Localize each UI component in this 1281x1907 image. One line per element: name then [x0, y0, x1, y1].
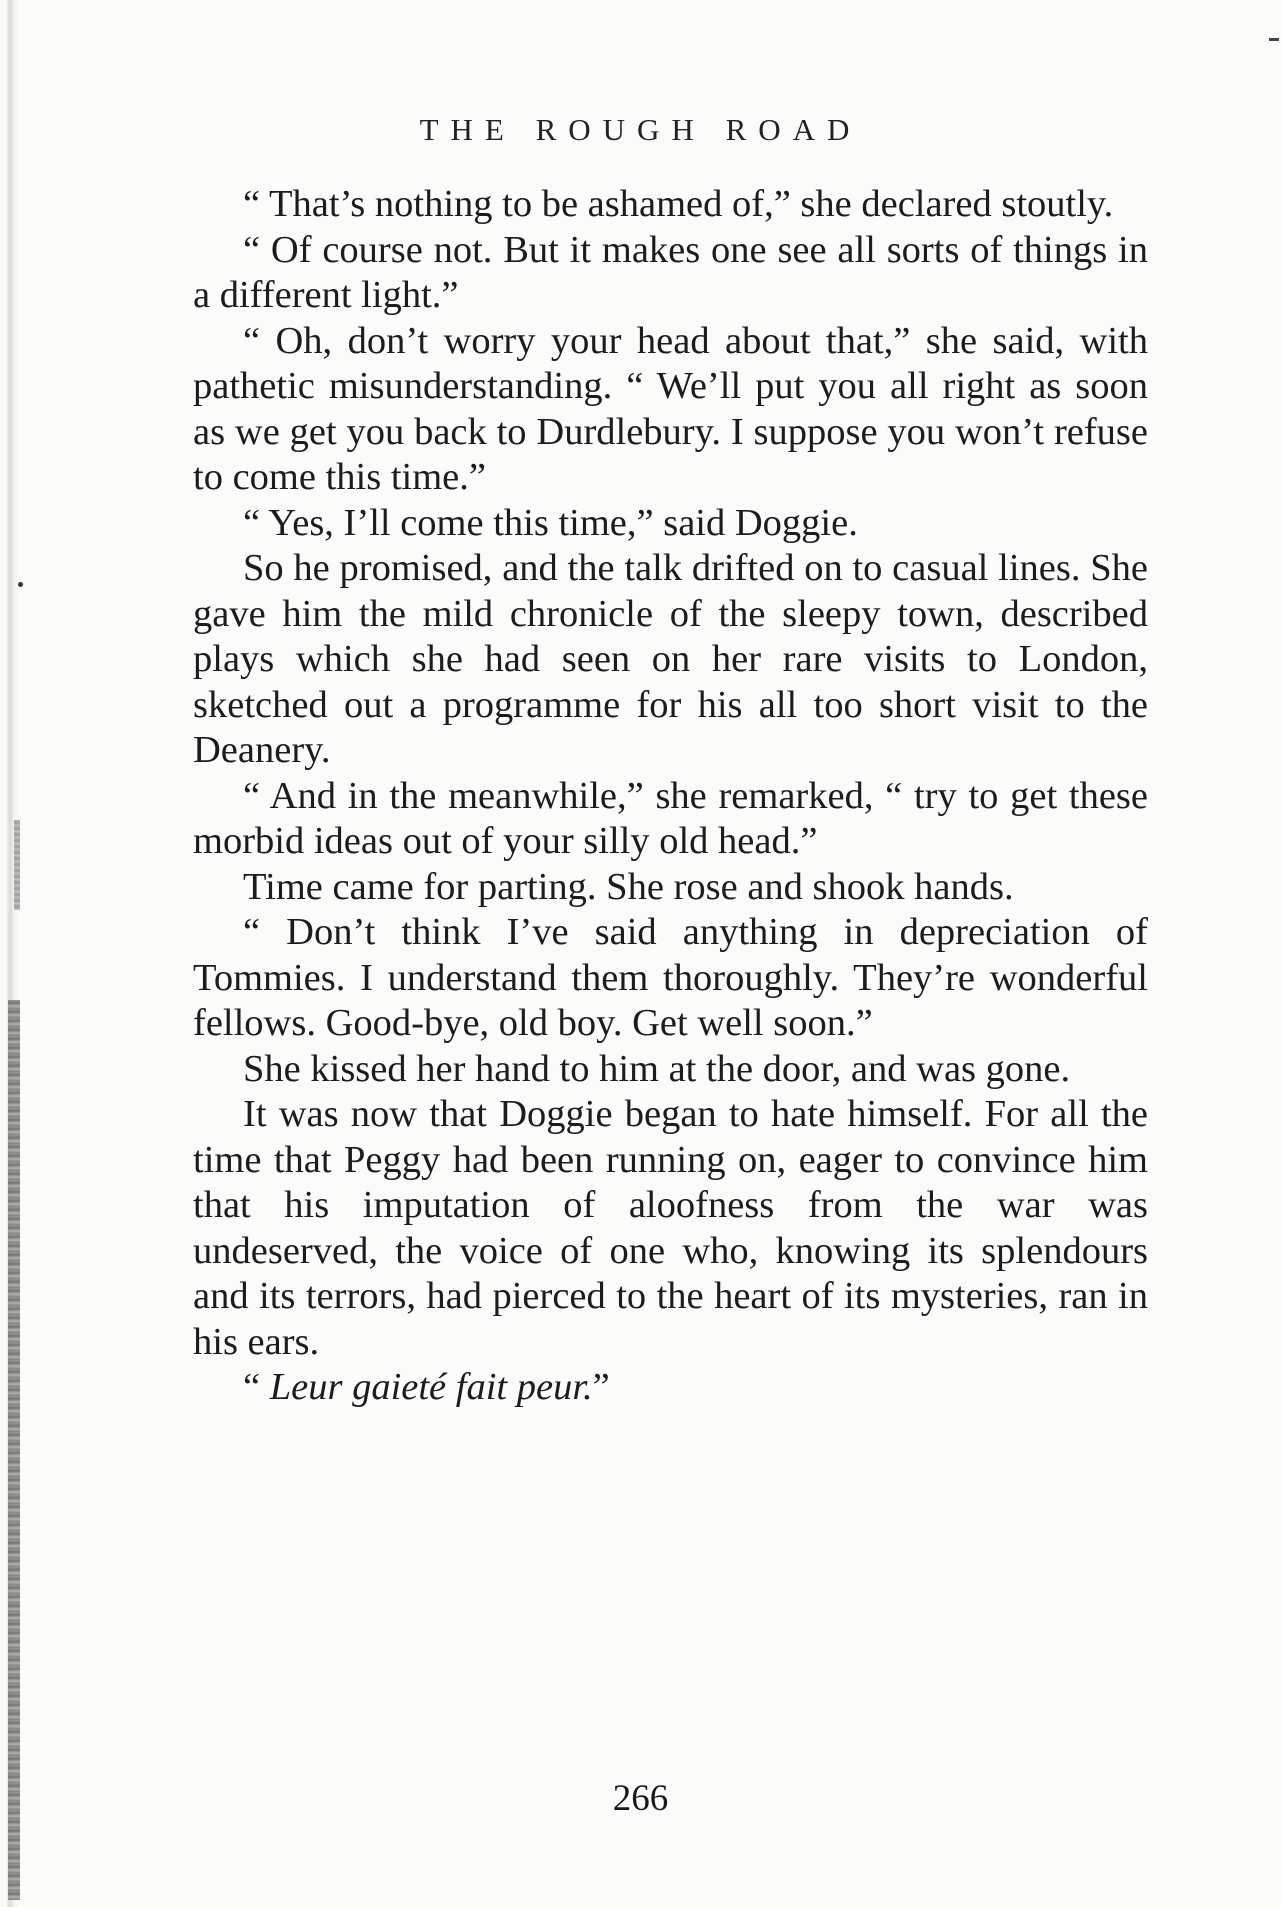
page-number: 266	[612, 1778, 669, 1819]
paragraph: “ And in the meanwhile,” she remarked, “ try to get these morbid ideas out of your silly old head.”	[193, 774, 1148, 862]
paragraph: “ Of course not. But it makes one see all sorts of things in a different light.”	[193, 228, 1148, 316]
quote-open: “	[243, 1366, 270, 1408]
paragraph: Time came for parting. She rose and shook hands.	[243, 865, 1014, 908]
quote-close: ”	[592, 1366, 610, 1408]
paragraph: It was now that Doggie began to hate himself. For all the time that Peggy had been running on, eager to convince him that his imputation of aloofness from the war was undeserved, the voice of one who, knowing its splendours and its terrors, had pierced to the heart of its mysteries, ran in his ears.	[193, 1093, 1148, 1363]
paragraph: “ Yes, I’ll come this time,” said Doggie.	[243, 501, 858, 544]
body-text	[193, 182, 1148, 1411]
running-head: THE ROUGH ROAD	[419, 112, 862, 147]
binding-edge	[8, 1000, 20, 1900]
paragraph: “ Don’t think I’ve said anything in depreciation of Tommies. I understand them thoroughly. They’re wonderful fellows. Good-bye, old boy. Get well soon.”	[193, 911, 1148, 1044]
scan-speck	[18, 582, 23, 587]
paragraph: “ Oh, don’t worry your head about that,” she said, with pathetic misunderstanding. “ We’ll put you all right as soon as we get you back to Durdlebury. I suppose you won’t refuse to come this time.”	[193, 319, 1148, 498]
quote-paragraph	[193, 1365, 1148, 1411]
scan-mark	[1269, 38, 1279, 41]
binding-shadow	[14, 820, 20, 910]
paragraph: “ That’s nothing to be ashamed of,” she declared stoutly.	[243, 183, 1114, 225]
paragraph: She kissed her hand to him at the door, and was gone.	[243, 1047, 1071, 1090]
quote-text: Leur gaieté fait peur.	[269, 1366, 593, 1408]
paragraph: So he promised, and the talk drifted on to casual lines. She gave him the mild chronicle of the sleepy town, described plays which she had seen on her rare visits to London, sketched out a programme for his all too short visit to the Deanery.	[193, 547, 1148, 771]
